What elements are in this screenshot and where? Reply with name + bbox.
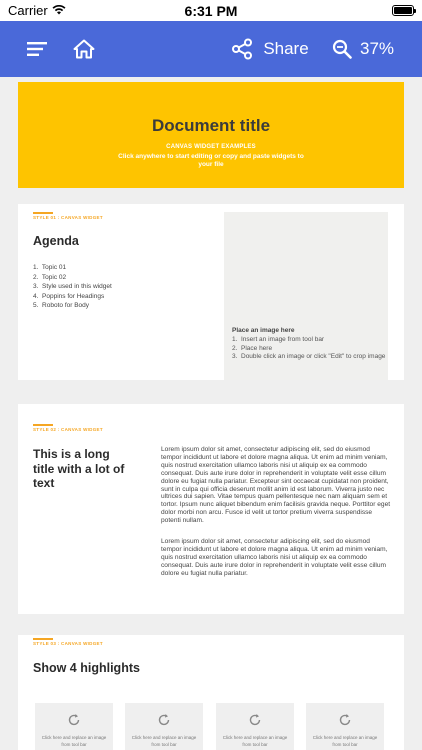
agenda-widget[interactable] xyxy=(18,204,404,380)
highlight-tile[interactable] xyxy=(216,703,294,750)
zoom-level: 37% xyxy=(359,39,395,58)
document-canvas[interactable] xyxy=(0,77,422,750)
placeholder-step: 2. Place here xyxy=(232,344,273,352)
body-paragraph: Lorem ipsum dolor sit amet, consectetur adipiscing elit, sed do eiusmod tempor incididunt ut labore et dolore magna aliqua. Ut enim ad minim veniam, quis nostrud exercitation ullamco laboris nisi ut aliquip ex ea commodo consequat. Duis aute irure dolor in reprehenderit in voluptate velit esse cillum dolore eu fugiat nulla pariatur. xyxy=(161,538,388,577)
menu-button[interactable] xyxy=(22,21,52,77)
share-icon xyxy=(231,38,253,60)
carrier-label: Carrier xyxy=(8,3,48,18)
highlight-tile[interactable] xyxy=(125,703,203,750)
status-bar xyxy=(0,0,422,21)
highlight-tile[interactable] xyxy=(35,703,113,750)
top-toolbar xyxy=(0,21,422,77)
eyebrow-divider xyxy=(33,212,53,214)
eyebrow-divider xyxy=(33,424,53,426)
highlight-tile-text: Click here and replace an image from tool bar xyxy=(312,735,378,747)
style2-eyebrow: STYLE 02 : CANVAS WIDGET xyxy=(33,427,103,432)
agenda-item: 1. Topic 01 xyxy=(33,264,67,271)
hamburger-icon xyxy=(27,42,47,56)
share-button[interactable] xyxy=(230,21,310,77)
battery-icon xyxy=(392,5,414,16)
refresh-icon xyxy=(157,713,171,727)
agenda-item: 2. Topic 02 xyxy=(33,273,67,281)
placeholder-step: 1. Insert an image from tool bar xyxy=(232,336,325,343)
home-icon xyxy=(73,39,95,59)
agenda-item: 5. Roboto for Body xyxy=(33,302,90,310)
body-paragraph: Lorem ipsum dolor sit amet, consectetur adipiscing elit, sed do eiusmod tempor incididunt ut labore et dolore magna aliqua. Ut enim ad minim veniam, quis nostrud exercitation ullamco laboris nisi ut aliquip ex ea commodo consequat. Duis aute irure dolor in reprehenderit in voluptate velit esse cillum dolore eu fugiat nulla pariatur. Excepteur sint occaecat cupidatat non proident, sunt in culpa qui officia deserunt mollit anim id est laborum. Viverra justo nec ultrices dui sapien. Vitae tempus quam pellentesque nec nam aliquam sem et tortor. Ipsum nunc aliquet bibendum enim facilisis gravida neque. Porttitor eget dolor morbi non arcu. Fusce id velit ut tortor pretium viverra suspendisse potenti nullam. xyxy=(161,446,391,525)
placeholder-step: 3. Double click an image or click "Edit" to crop image xyxy=(232,353,386,361)
document-header-widget[interactable] xyxy=(18,82,404,188)
document-subtitle: CANVAS WIDGET EXAMPLES xyxy=(166,144,256,150)
highlights-widget[interactable] xyxy=(18,635,404,750)
home-button[interactable] xyxy=(68,21,100,77)
refresh-icon xyxy=(67,713,81,727)
refresh-icon xyxy=(248,713,262,727)
highlight-tile[interactable] xyxy=(306,703,384,750)
agenda-heading: Agenda xyxy=(33,234,79,248)
image-placeholder[interactable] xyxy=(224,212,388,380)
zoom-button[interactable] xyxy=(330,21,396,77)
image-placeholder-steps xyxy=(232,336,385,362)
refresh-icon xyxy=(338,713,352,727)
status-time: 6:31 PM xyxy=(184,3,238,19)
agenda-list xyxy=(33,263,112,311)
long-title-widget[interactable] xyxy=(18,404,404,614)
highlight-tile-text: Click here and replace an image from tool bar xyxy=(41,735,107,747)
document-description: Click anywhere to start editing or copy and paste widgets to your file xyxy=(118,153,304,169)
eyebrow-divider xyxy=(33,638,53,640)
share-label: Share xyxy=(263,39,309,58)
style1-eyebrow: STYLE 01 : CANVAS WIDGET xyxy=(33,215,103,220)
agenda-item: 4. Poppins for Headings xyxy=(33,292,105,300)
highlights-heading: Show 4 highlights xyxy=(33,661,140,675)
highlight-tile-text: Click here and replace an image from tool bar xyxy=(131,735,197,747)
document-title[interactable]: Document title xyxy=(151,116,271,135)
highlight-tile-text: Click here and replace an image from tool bar xyxy=(222,735,288,747)
style3-eyebrow: STYLE 03 : CANVAS WIDGET xyxy=(33,641,103,646)
agenda-item: 3. Style used in this widget xyxy=(33,283,112,291)
long-title-heading: This is a long title with a lot of text xyxy=(33,447,125,490)
zoom-icon xyxy=(332,39,352,59)
image-placeholder-title: Place an image here xyxy=(232,327,295,334)
